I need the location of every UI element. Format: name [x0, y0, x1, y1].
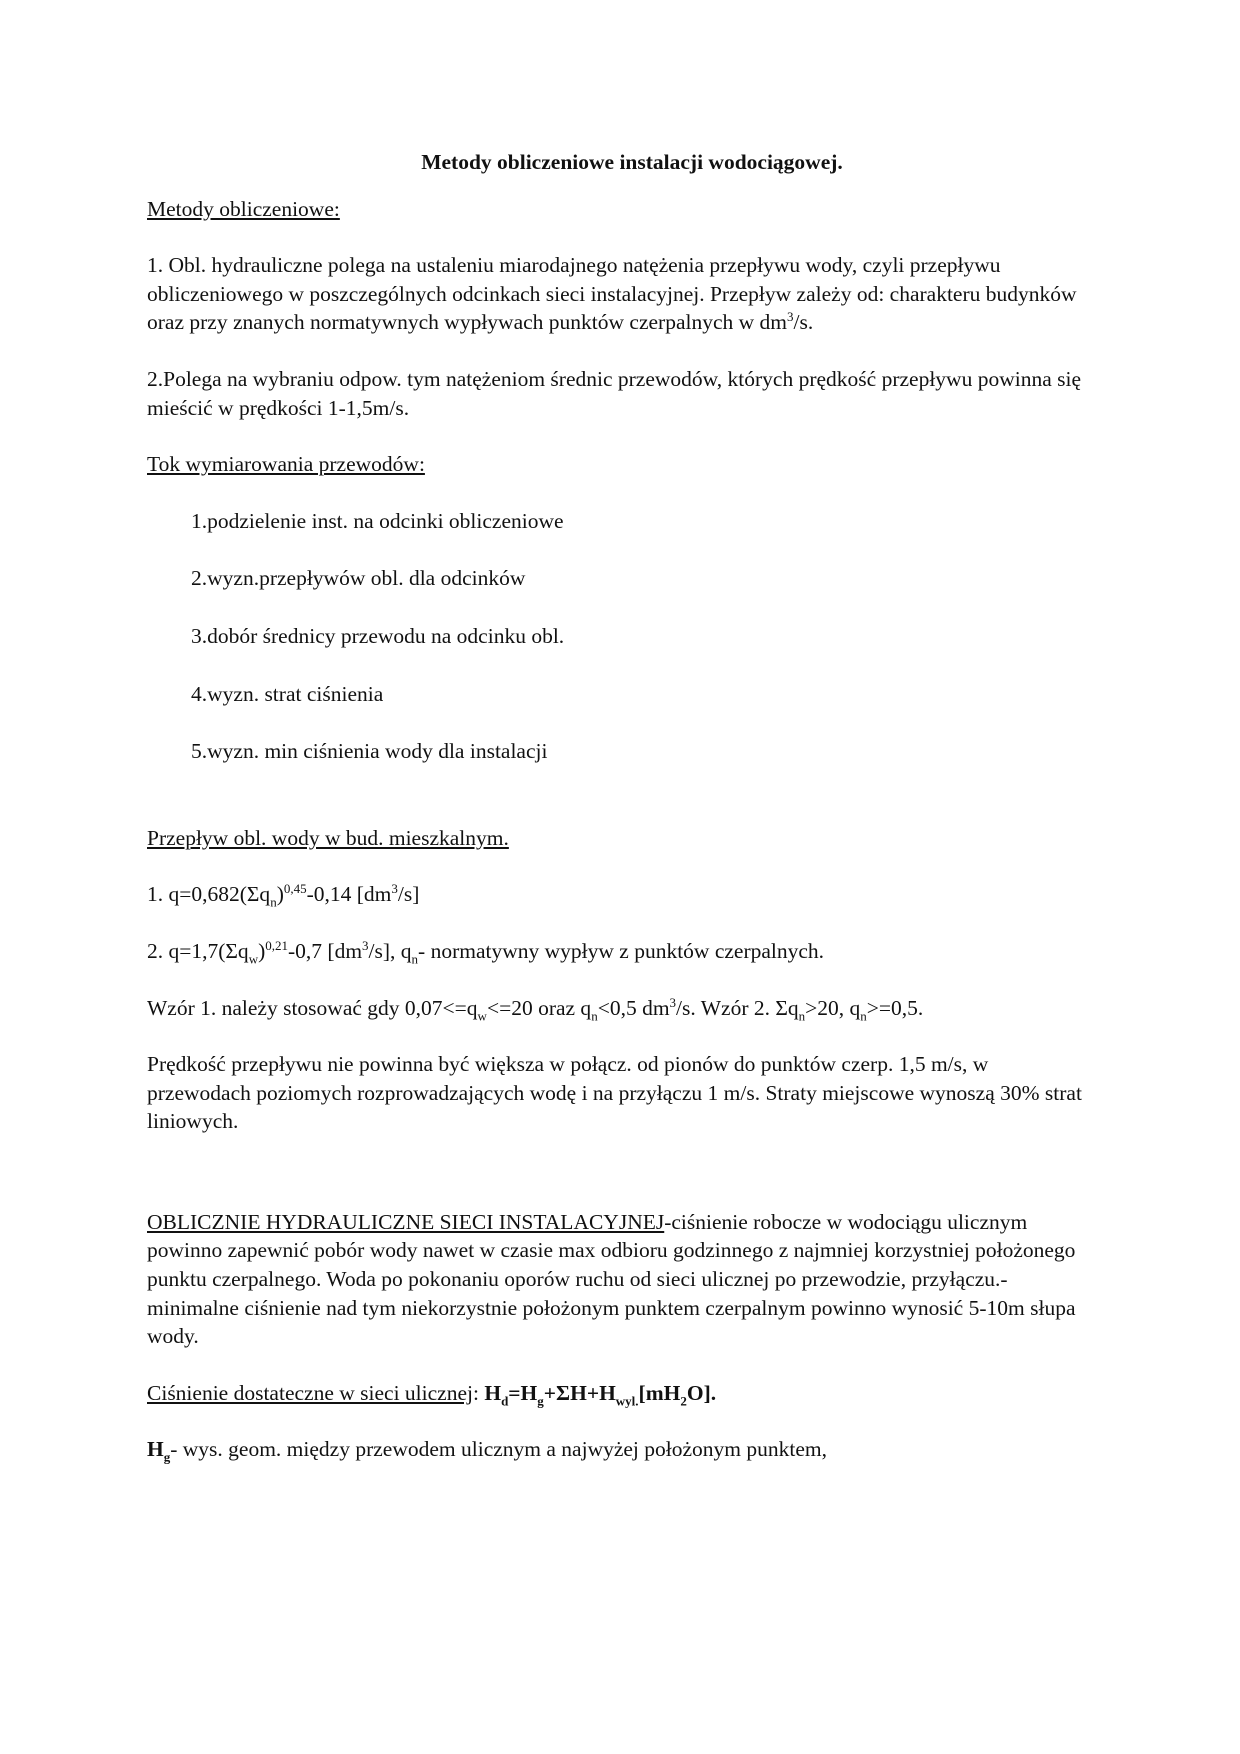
formula-pressure: $H_d=H_g+\Sigma H+H_{wyl.}[mH_2O]$.: [484, 1380, 717, 1409]
section-heading-flow: Przepływ obl. wody w bud. mieszkalnym.: [147, 825, 509, 850]
paragraph-hydraulic-calc: OBLICZNIE HYDRAULICZNE SIECI INSTALACYJNEJ-ciśnienie robocze w wodociągu ulicznym powinno zapewnić pobór wody nawet w czasie max odbioru godzinnego z najmniej korzystniej położonego punktu czerpalnego. Woda po pokonaniu oporów ruchu od sieci ulicznej po przewodzie, przyłączu.- minimalne ciśnienie nad tym niekorzystnie położonym punktem czerpalnym powinno wynosić 5-10m słupa wody.: [147, 1209, 1076, 1349]
paragraph-sufficient-pressure: Ciśnienie dostateczne w sieci ulicznej: $H_d=H_g+\Sigma H+H_{wyl.}[mH_2O]$.: [147, 1380, 717, 1409]
list-item: 3.dobór średnicy przewodu na odcinku obl.: [191, 623, 565, 648]
list-item: 1.podzielenie inst. na odcinki obliczeniowe: [191, 508, 564, 533]
list-item: 2.wyzn.przepływów obl. dla odcinków: [191, 566, 526, 591]
document-title: Metody obliczeniowe instalacji wodociągowej.: [421, 150, 843, 174]
sizing-steps-list: [147, 507, 1097, 766]
list-item: 5.wyzn. min ciśnienia wody dla instalacji: [191, 739, 548, 764]
formula-usage-rule: Wzór 1. należy stosować gdy $0,07<=q_w<=20$ oraz $q_n<0,5$ $dm^3/s$. Wzór 2. $\Sigma q_n>20$, $q_n>=0,5$.: [147, 994, 924, 1023]
section-heading-hydraulic: OBLICZNIE HYDRAULICZNE SIECI INSTALACYJNEJ: [147, 1209, 665, 1234]
section-heading-sizing: Tok wymiarowania przewodów:: [147, 452, 425, 477]
paragraph-method-1: 1. Obl. hydrauliczne polega na ustaleniu miarodajnego natężenia przepływu wody, czyli przepływu obliczeniowego w poszczególnych odcinkach sieci instalacyjnej. Przepływ zależy od: charakteru budynków oraz przy znanych normatywnych wypływach punktów czerpalnych w $dm^3/s$.: [147, 253, 1077, 335]
paragraph-method-2: 2.Polega na wybraniu odpow. tym natężeniom średnic przewodów, których prędkość przepływu powinna się mieścić w prędkości 1-1,5m/s.: [147, 366, 1082, 420]
document-page: [147, 148, 1097, 1464]
section-heading-pressure: Ciśnienie dostateczne w sieci ulicznej: [147, 1380, 473, 1405]
section-heading-methods: Metody obliczeniowe:: [147, 196, 340, 221]
paragraph-velocity: Prędkość przepływu nie powinna być większa w połącz. od pionów do punktów czerp. 1,5 m/s, w przewodach poziomych rozprowadzających wodę i na przyłączu 1 m/s. Straty miejscowe wynoszą 30% strat liniowych.: [147, 1052, 1082, 1134]
paragraph-hg-definition: $H_g-$ wys. geom. między przewodem ulicznym a najwyżej położonym punktem,: [147, 1437, 828, 1465]
formula-1: 1. $q=0,682(\Sigma q_n)^{0,45}-0,14$ $[dm^3/s]$: [147, 881, 420, 910]
list-item: 4.wyzn. strat ciśnienia: [191, 681, 384, 706]
formula-2: 2. $q=1,7(\Sigma q_w)^{0,21}-0,7$ $[dm^3/s]$, $q_n-$ normatywny wypływ z punktów czerpalnych.: [147, 937, 825, 967]
